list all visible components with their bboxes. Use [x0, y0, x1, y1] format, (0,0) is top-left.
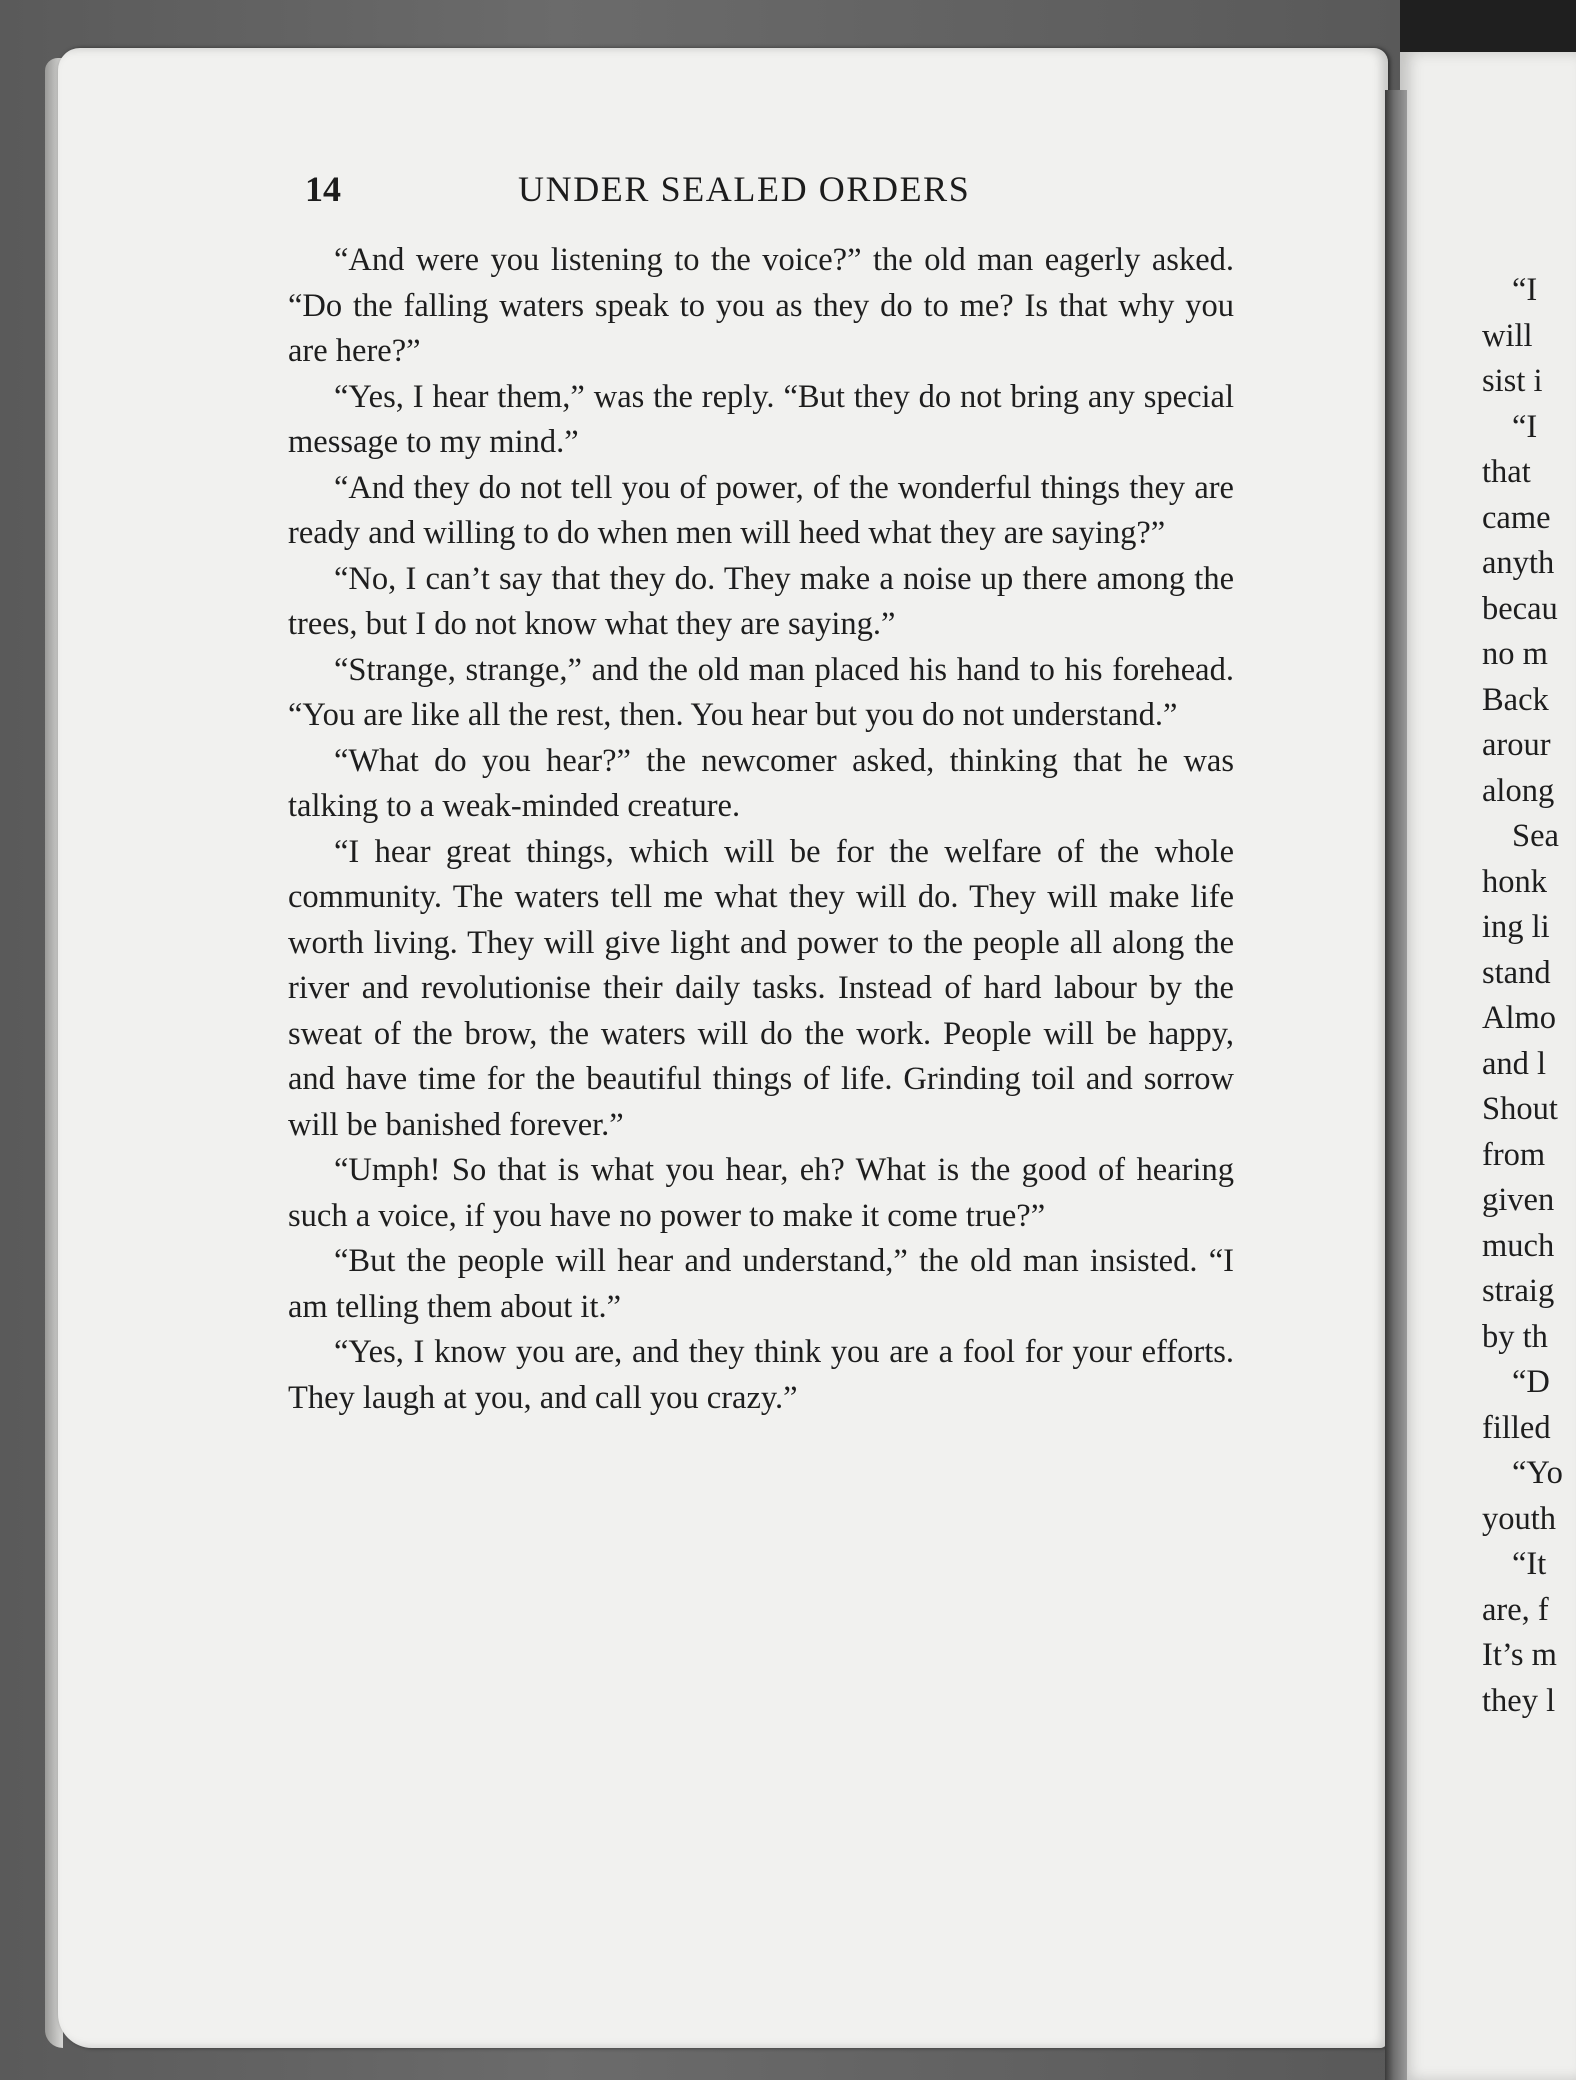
- facing-line: Almo: [1482, 1000, 1557, 1036]
- facing-line: that: [1482, 454, 1531, 490]
- facing-line: Back: [1482, 681, 1549, 718]
- page-header: [0, 168, 1576, 218]
- paragraph: “Yes, I know you are, and they think you are a fool for your efforts. They laugh at you, and call you crazy.”: [288, 1334, 1234, 1416]
- running-title: UNDER SEALED ORDERS: [518, 169, 971, 209]
- facing-line: came: [1482, 499, 1551, 536]
- paragraph: “And were you listening to the voice?” the old man eagerly asked. “Do the falling waters speak to you as they do to me? Is that why you are here?”: [288, 242, 1234, 369]
- facing-line: “I: [1512, 408, 1538, 445]
- facing-line: from: [1482, 1136, 1546, 1173]
- paragraph: “Umph! So that is what you hear, eh? What is the good of hearing such a voice, if you have no power to make it come true?”: [288, 1152, 1234, 1234]
- facing-line: honk: [1482, 863, 1547, 900]
- facing-line: are, f: [1482, 1591, 1549, 1628]
- facing-line: Sea: [1512, 818, 1559, 854]
- paragraph: “But the people will hear and understand,” the old man insisted. “I am telling them about it.”: [288, 1243, 1234, 1325]
- facing-line: straig: [1482, 1273, 1555, 1309]
- facing-line: becau: [1482, 590, 1558, 627]
- facing-line: anyth: [1482, 545, 1555, 581]
- facing-line: It’s m: [1482, 1637, 1557, 1673]
- facing-line: ing li: [1482, 909, 1550, 945]
- facing-page-text: [1482, 268, 1576, 1724]
- facing-line: arour: [1482, 727, 1551, 763]
- facing-line: “It: [1512, 1546, 1547, 1582]
- facing-line: given: [1482, 1182, 1555, 1218]
- facing-line: filled: [1482, 1409, 1551, 1446]
- body-text: [288, 238, 1234, 1421]
- facing-line: and l: [1482, 1045, 1547, 1082]
- facing-line: no m: [1482, 636, 1548, 672]
- facing-line: Shout: [1482, 1091, 1558, 1127]
- paragraph: “I hear great things, which will be for the welfare of the whole community. The waters tell me what they will do. They will make life worth living. They will give light and power to the people all along the river and revolutionise their daily tasks. Instead of hard labour by the sweat of the brow, the waters will do the work. People will be happy, and have time for the beautiful things of life. Grinding toil and sorrow will be banished forever.”: [288, 833, 1234, 1143]
- facing-line: “D: [1512, 1364, 1550, 1400]
- facing-line: much: [1482, 1227, 1555, 1264]
- facing-line: stand: [1482, 954, 1551, 991]
- book-gutter: [1385, 90, 1407, 2080]
- paragraph: “Yes, I hear them,” was the reply. “But they do not bring any special message to my mind.”: [288, 378, 1234, 460]
- facing-line: they l: [1482, 1682, 1556, 1719]
- page-number: 14: [305, 169, 341, 209]
- facing-line: sist i: [1482, 363, 1543, 399]
- facing-line: by th: [1482, 1318, 1548, 1355]
- facing-line: “Yo: [1512, 1455, 1563, 1491]
- facing-line: will: [1482, 317, 1533, 354]
- paragraph: “What do you hear?” the newcomer asked, thinking that he was talking to a weak-minded creature.: [288, 742, 1234, 824]
- paragraph: “No, I can’t say that they do. They make a noise up there among the trees, but I do not know what they are saying.”: [288, 560, 1234, 642]
- facing-line: along: [1482, 772, 1555, 809]
- paragraph: “Strange, strange,” and the old man placed his hand to his forehead. “You are like all the rest, then. You hear but you do not understand.”: [288, 651, 1234, 733]
- paragraph: “And they do not tell you of power, of the wonderful things they are ready and willing to do when men will heed what they are saying?”: [288, 469, 1234, 551]
- facing-line: youth: [1482, 1500, 1557, 1537]
- facing-line: “I: [1512, 272, 1538, 308]
